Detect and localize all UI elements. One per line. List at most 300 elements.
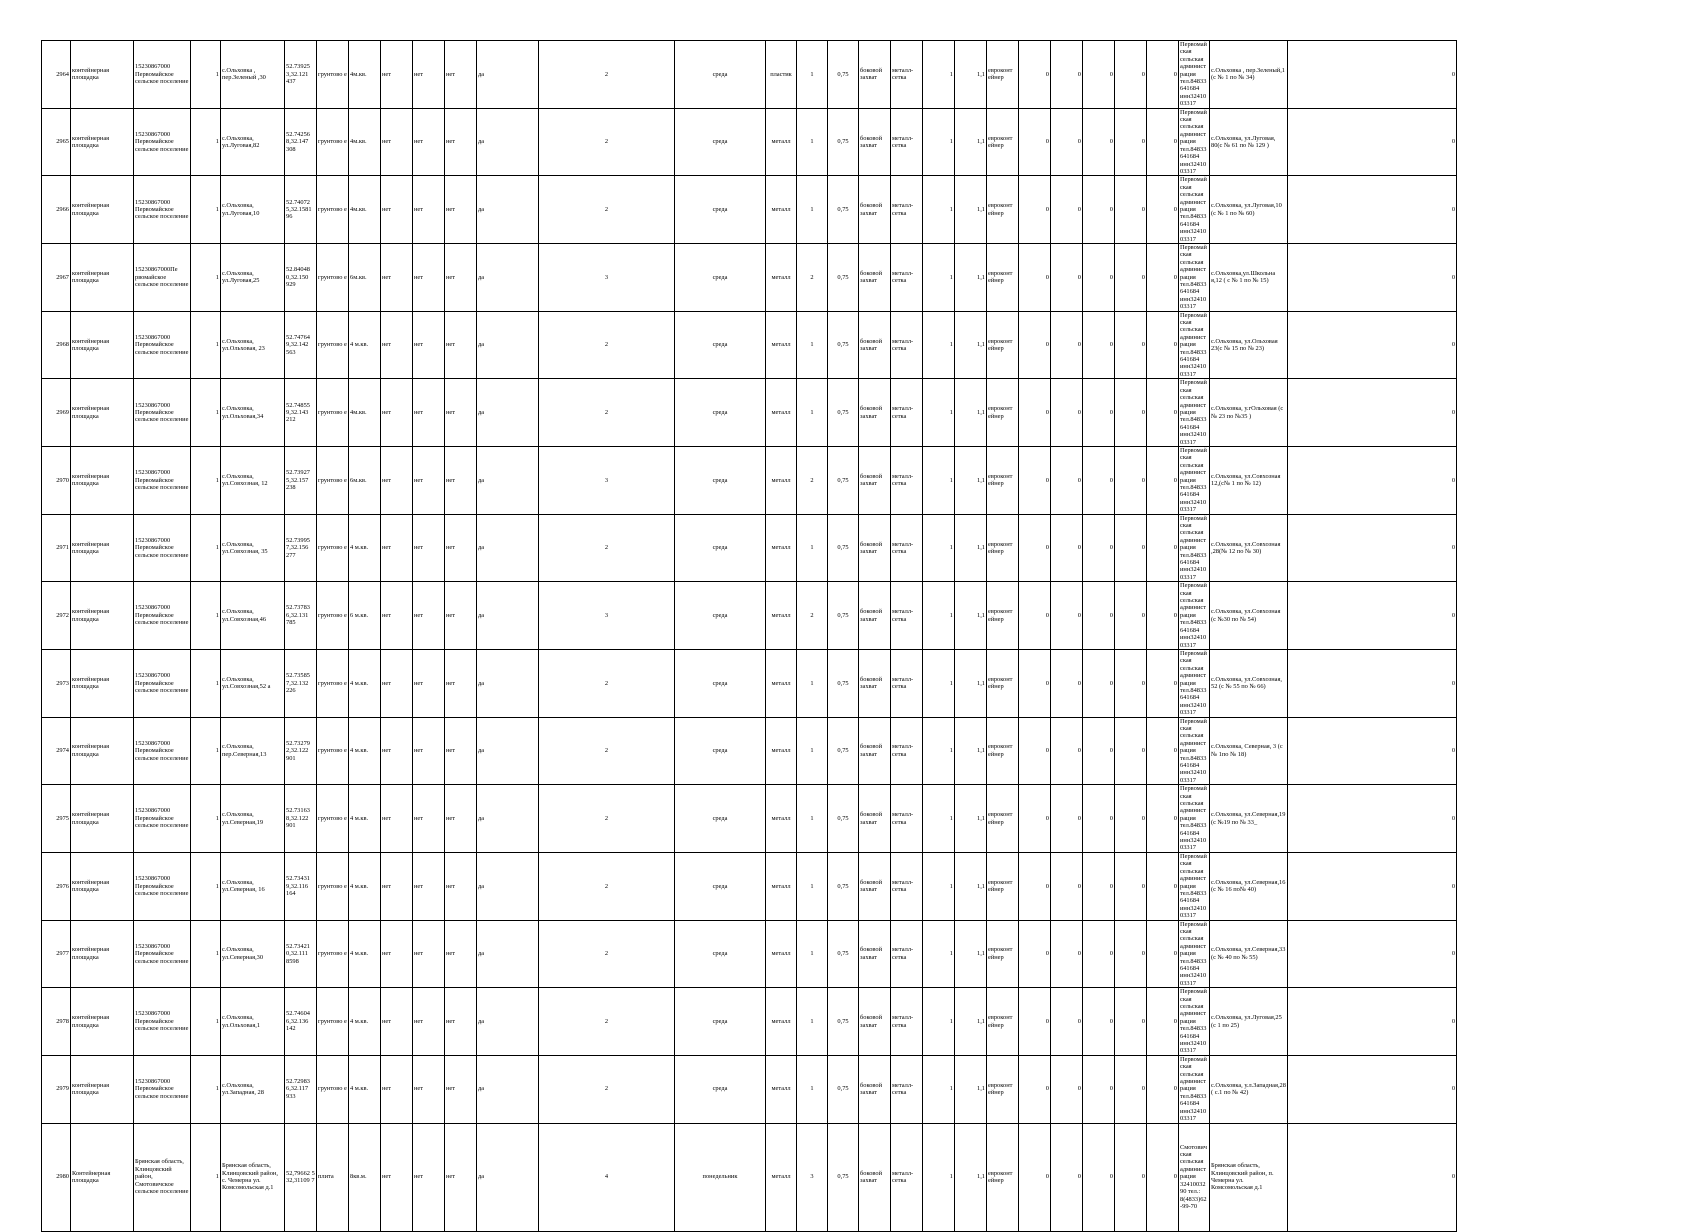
cell-src: с.Ольховка, ул.Луговая,10 (с № 1 по № 60) [1210, 176, 1288, 244]
cell-admin: Первомайская сельская администрация тел.84833641684 инн3241003317 [1179, 514, 1210, 582]
cell-addr: с.Ольховка, ул.Ольховая,34 [221, 379, 285, 447]
cell-z3: 0 [1083, 176, 1115, 244]
cell-n: 2975 [42, 785, 71, 853]
cell-addr: с.Ольховка, ул.Северная, 16 [221, 852, 285, 920]
cell-mat: металл [766, 717, 797, 785]
cell-area: 4м.кв. [349, 379, 381, 447]
cell-fence: металл-сетка [891, 988, 923, 1056]
cell-euro: евроконт ейнер [987, 920, 1019, 988]
cell-z5: 0 [1147, 717, 1179, 785]
cell-admin: Первомайская сельская администрация тел.84833641684 инн3241003317 [1179, 379, 1210, 447]
cell-coords: 52.73783 6,32.131 785 [285, 582, 317, 650]
cell-f2: 1,1 [955, 649, 987, 717]
cell-addr: с.Ольховка, ул.Западная, 28 [221, 1055, 285, 1123]
cell-pos: боковой захват [859, 108, 891, 176]
cell-surface: плита [317, 1123, 349, 1231]
cell-z1: 0 [1019, 379, 1051, 447]
cell-qty: 3 [797, 1123, 828, 1231]
cell-euro: евроконт ейнер [987, 379, 1019, 447]
cell-pos: боковой захват [859, 717, 891, 785]
cell-z2: 0 [1051, 1123, 1083, 1231]
cell-b: нет [413, 988, 445, 1056]
cell-fence: металл-сетка [891, 582, 923, 650]
cell-mat: металл [766, 920, 797, 988]
cell-src: с.Ольховка, у.л.Западная,28 ( с.1 по № 42) [1210, 1055, 1288, 1123]
cell-c: нет [445, 176, 477, 244]
cell-area: 4м.кв. [349, 108, 381, 176]
cell-coords: 52.73925 3,32.121 437 [285, 41, 317, 109]
cell-a: нет [381, 311, 413, 379]
cell-type: контейнерная площадка [71, 988, 134, 1056]
cell-vol: 0,75 [828, 311, 859, 379]
cell-n: 2965 [42, 108, 71, 176]
cell-env: среда [675, 920, 766, 988]
cell-org: 15230867000 Первомайское сельское поселение [134, 41, 191, 109]
cell-src: с.Ольховка, ул.Северная,33 (с № 40 по № 55) [1210, 920, 1288, 988]
cell-z1: 0 [1019, 717, 1051, 785]
cell-org: 15230867000 Первомайское сельское поселение [134, 176, 191, 244]
cell-z5: 0 [1147, 852, 1179, 920]
cell-c: нет [445, 41, 477, 109]
cell-vol: 0,75 [828, 1123, 859, 1231]
cell-f2: 1,1 [955, 1123, 987, 1231]
cell-euro: евроконт ейнер [987, 41, 1019, 109]
cell-mat: металл [766, 379, 797, 447]
cell-a: нет [381, 649, 413, 717]
cell-addr: с.Ольховка, ул.Совхозная, 12 [221, 446, 285, 514]
cell-f2: 1,1 [955, 311, 987, 379]
cell-a: нет [381, 1123, 413, 1231]
cell-f2: 1,1 [955, 1055, 987, 1123]
cell-env: среда [675, 649, 766, 717]
cell-z3: 0 [1083, 852, 1115, 920]
cell-surface: грунтово е [317, 1055, 349, 1123]
cell-env: среда [675, 446, 766, 514]
cell-one: 1 [191, 514, 221, 582]
cell-org: 15230867000 Первомайское сельское поселение [134, 852, 191, 920]
cell-c: нет [445, 243, 477, 311]
table-row [42, 176, 1457, 244]
cell-f1: 1 [923, 920, 955, 988]
table-row [42, 582, 1457, 650]
cell-src: с.Ольховка, Северная, 3 (с № 1по № 18) [1210, 717, 1288, 785]
cell-src: с.Ольховка , пер.Зеленый,1 (с № 1 по № 34) [1210, 41, 1288, 109]
table-row [42, 514, 1457, 582]
cell-pos: боковой захват [859, 785, 891, 853]
cell-c: нет [445, 446, 477, 514]
cell-z3: 0 [1083, 379, 1115, 447]
cell-env: среда [675, 717, 766, 785]
cell-mat: металл [766, 176, 797, 244]
cell-src: с.Ольховка, ул.Совхозная ,28(№ 12 по № 30) [1210, 514, 1288, 582]
cell-fence: металл-сетка [891, 1055, 923, 1123]
cell-f1: 1 [923, 41, 955, 109]
cell-d: да [477, 379, 539, 447]
cell-type: контейнерная площадка [71, 920, 134, 988]
cell-surface: грунтово е [317, 514, 349, 582]
cell-z3: 0 [1083, 446, 1115, 514]
cell-f2: 1,1 [955, 920, 987, 988]
cell-z2: 0 [1051, 108, 1083, 176]
cell-z4: 0 [1115, 41, 1147, 109]
cell-z1: 0 [1019, 988, 1051, 1056]
cell-coords: 52,79662 5 32,31109 7 [285, 1123, 317, 1231]
table-row [42, 243, 1457, 311]
cell-vol: 0,75 [828, 108, 859, 176]
cell-cnt: 4 [539, 1123, 675, 1231]
cell-mat: металл [766, 1123, 797, 1231]
cell-vol: 0,75 [828, 176, 859, 244]
cell-z5: 0 [1147, 243, 1179, 311]
cell-b: нет [413, 852, 445, 920]
cell-last: 0 [1288, 649, 1457, 717]
cell-fence: металл-сетка [891, 446, 923, 514]
cell-z2: 0 [1051, 446, 1083, 514]
cell-addr: с.Ольховка, ул.Луговая,10 [221, 176, 285, 244]
cell-admin: Первомайская сельская администрация тел.84833641684 инн3241003317 [1179, 649, 1210, 717]
cell-f2: 1,1 [955, 852, 987, 920]
cell-vol: 0,75 [828, 649, 859, 717]
cell-z1: 0 [1019, 1123, 1051, 1231]
cell-mat: металл [766, 108, 797, 176]
cell-pos: боковой захват [859, 446, 891, 514]
cell-z5: 0 [1147, 41, 1179, 109]
cell-qty: 1 [797, 176, 828, 244]
cell-qty: 2 [797, 446, 828, 514]
cell-surface: грунтово е [317, 988, 349, 1056]
cell-c: нет [445, 311, 477, 379]
cell-c: нет [445, 785, 477, 853]
table-row [42, 988, 1457, 1056]
cell-one: 1 [191, 446, 221, 514]
cell-admin: Смотовичская сельская администрация 3241003290 тел.: 8(4833)62-99-70 [1179, 1123, 1210, 1231]
cell-f2: 1,1 [955, 108, 987, 176]
cell-org: 15230867000 Первомайское сельское поселение [134, 785, 191, 853]
cell-z1: 0 [1019, 649, 1051, 717]
cell-d: да [477, 717, 539, 785]
cell-cnt: 2 [539, 514, 675, 582]
cell-z3: 0 [1083, 311, 1115, 379]
cell-n: 2974 [42, 717, 71, 785]
cell-n: 2976 [42, 852, 71, 920]
cell-d: да [477, 582, 539, 650]
cell-z5: 0 [1147, 176, 1179, 244]
cell-z4: 0 [1115, 1055, 1147, 1123]
cell-env: среда [675, 582, 766, 650]
cell-surface: грунтово е [317, 379, 349, 447]
cell-c: нет [445, 108, 477, 176]
cell-qty: 1 [797, 852, 828, 920]
cell-admin: Первомайская сельская администрация тел.84833641684 инн3241003317 [1179, 311, 1210, 379]
cell-last: 0 [1288, 582, 1457, 650]
cell-cnt: 2 [539, 785, 675, 853]
cell-surface: грунтово е [317, 108, 349, 176]
cell-org: 15230867000 Первомайское сельское поселение [134, 311, 191, 379]
cell-z3: 0 [1083, 785, 1115, 853]
cell-addr: с.Ольховка, ул.Ольховая, 23 [221, 311, 285, 379]
cell-last: 0 [1288, 311, 1457, 379]
cell-cnt: 2 [539, 176, 675, 244]
cell-cnt: 2 [539, 717, 675, 785]
cell-admin: Первомайская сельская администрация тел.84833641684 инн3241003317 [1179, 852, 1210, 920]
cell-b: нет [413, 446, 445, 514]
cell-euro: евроконт ейнер [987, 514, 1019, 582]
cell-coords: 52.74855 9,32.143 212 [285, 379, 317, 447]
cell-z5: 0 [1147, 379, 1179, 447]
cell-last: 0 [1288, 717, 1457, 785]
cell-f2: 1,1 [955, 717, 987, 785]
table-row [42, 717, 1457, 785]
cell-last: 0 [1288, 1123, 1457, 1231]
cell-env: среда [675, 176, 766, 244]
cell-coords: 52.74764 9,32.142 563 [285, 311, 317, 379]
cell-fence: металл-сетка [891, 514, 923, 582]
cell-z1: 0 [1019, 514, 1051, 582]
cell-type: контейнерная площадка [71, 1055, 134, 1123]
cell-addr: с.Ольховка , пер.Зеленый ,30 [221, 41, 285, 109]
cell-euro: евроконт ейнер [987, 1055, 1019, 1123]
cell-pos: боковой захват [859, 649, 891, 717]
cell-b: нет [413, 176, 445, 244]
cell-area: 4 м.кв. [349, 920, 381, 988]
cell-c: нет [445, 1055, 477, 1123]
cell-fence: металл-сетка [891, 717, 923, 785]
cell-mat: металл [766, 582, 797, 650]
cell-z5: 0 [1147, 108, 1179, 176]
cell-env: понедельник [675, 1123, 766, 1231]
cell-cnt: 3 [539, 582, 675, 650]
cell-f1: 1 [923, 311, 955, 379]
cell-surface: грунтово е [317, 41, 349, 109]
table-row [42, 852, 1457, 920]
cell-euro: евроконт ейнер [987, 176, 1019, 244]
cell-one: 1 [191, 649, 221, 717]
cell-z1: 0 [1019, 243, 1051, 311]
cell-coords: 52.73279 2,32.122 901 [285, 717, 317, 785]
cell-type: контейнерная площадка [71, 717, 134, 785]
cell-a: нет [381, 785, 413, 853]
cell-vol: 0,75 [828, 785, 859, 853]
cell-a: нет [381, 717, 413, 785]
cell-env: среда [675, 988, 766, 1056]
cell-pos: боковой захват [859, 920, 891, 988]
cell-z3: 0 [1083, 582, 1115, 650]
cell-cnt: 3 [539, 243, 675, 311]
cell-z5: 0 [1147, 920, 1179, 988]
cell-z2: 0 [1051, 785, 1083, 853]
table-row [42, 920, 1457, 988]
cell-pos: боковой захват [859, 311, 891, 379]
cell-type: контейнерная площадка [71, 514, 134, 582]
cell-qty: 1 [797, 514, 828, 582]
cell-area: 4 м.кв. [349, 717, 381, 785]
cell-vol: 0,75 [828, 852, 859, 920]
cell-env: среда [675, 785, 766, 853]
cell-z2: 0 [1051, 514, 1083, 582]
cell-src: с.Ольховка, ул.Луговая, 80(с № 61 по № 129 ) [1210, 108, 1288, 176]
cell-f1: 1 [923, 717, 955, 785]
cell-z4: 0 [1115, 717, 1147, 785]
cell-one: 1 [191, 108, 221, 176]
cell-addr: Брянская область, Клинцовский район, с. Чемерна ул. Комсомольская д.1 [221, 1123, 285, 1231]
cell-fence: металл-сетка [891, 920, 923, 988]
cell-surface: грунтово е [317, 649, 349, 717]
cell-admin: Первомайская сельская администрация тел.84833641684 инн3241003317 [1179, 785, 1210, 853]
cell-f1: 1 [923, 379, 955, 447]
cell-vol: 0,75 [828, 582, 859, 650]
cell-fence: металл-сетка [891, 649, 923, 717]
cell-coords: 52.72983 6,32.117 933 [285, 1055, 317, 1123]
cell-surface: грунтово е [317, 920, 349, 988]
cell-n: 2964 [42, 41, 71, 109]
cell-z1: 0 [1019, 108, 1051, 176]
cell-z4: 0 [1115, 379, 1147, 447]
cell-a: нет [381, 379, 413, 447]
table-row [42, 41, 1457, 109]
cell-type: Контейнерная площадка [71, 1123, 134, 1231]
cell-vol: 0,75 [828, 41, 859, 109]
cell-z1: 0 [1019, 785, 1051, 853]
cell-fence: металл-сетка [891, 379, 923, 447]
cell-last: 0 [1288, 988, 1457, 1056]
cell-pos: боковой захват [859, 243, 891, 311]
cell-env: среда [675, 379, 766, 447]
cell-last: 0 [1288, 108, 1457, 176]
cell-b: нет [413, 1123, 445, 1231]
cell-z3: 0 [1083, 243, 1115, 311]
cell-area: 4 м.кв. [349, 785, 381, 853]
cell-vol: 0,75 [828, 1055, 859, 1123]
cell-d: да [477, 41, 539, 109]
cell-type: контейнерная площадка [71, 852, 134, 920]
cell-org: 15230867000 Первомайское сельское поселение [134, 108, 191, 176]
cell-euro: евроконт ейнер [987, 311, 1019, 379]
cell-env: среда [675, 243, 766, 311]
cell-d: да [477, 649, 539, 717]
cell-euro: евроконт ейнер [987, 243, 1019, 311]
cell-env: среда [675, 514, 766, 582]
cell-n: 2979 [42, 1055, 71, 1123]
cell-surface: грунтово е [317, 717, 349, 785]
cell-f1: 1 [923, 243, 955, 311]
cell-addr: с.Ольховка, ул.Северная,19 [221, 785, 285, 853]
cell-d: да [477, 988, 539, 1056]
cell-b: нет [413, 1055, 445, 1123]
cell-last: 0 [1288, 920, 1457, 988]
cell-z2: 0 [1051, 311, 1083, 379]
cell-f1: 1 [923, 514, 955, 582]
cell-n: 2977 [42, 920, 71, 988]
cell-org: 15230867000 Первомайское сельское поселение [134, 920, 191, 988]
cell-f1: 1 [923, 649, 955, 717]
cell-admin: Первомайская сельская администрация тел.84833641684 инн3241003317 [1179, 176, 1210, 244]
cell-mat: металл [766, 243, 797, 311]
cell-one: 1 [191, 582, 221, 650]
cell-euro: евроконт ейнер [987, 108, 1019, 176]
cell-a: нет [381, 920, 413, 988]
cell-addr: с.Ольховка, ул.Совхозная,46 [221, 582, 285, 650]
cell-coords: 52.73431 9,32.116 164 [285, 852, 317, 920]
cell-z5: 0 [1147, 785, 1179, 853]
cell-admin: Первомайская сельская администрация тел.84833641684 инн3241003317 [1179, 446, 1210, 514]
cell-d: да [477, 108, 539, 176]
cell-z1: 0 [1019, 920, 1051, 988]
cell-one: 1 [191, 785, 221, 853]
cell-z1: 0 [1019, 1055, 1051, 1123]
cell-n: 2967 [42, 243, 71, 311]
cell-src: с.Ольховка, ул.Совхозная (с №30 по № 54) [1210, 582, 1288, 650]
cell-c: нет [445, 717, 477, 785]
cell-f2: 1,1 [955, 988, 987, 1056]
cell-src: с.Ольховка, ул.Ольховая 23(с № 15 по № 23) [1210, 311, 1288, 379]
cell-area: 4 м.кв. [349, 852, 381, 920]
cell-addr: с.Ольховка, ул.Ольховая,1 [221, 988, 285, 1056]
cell-qty: 1 [797, 785, 828, 853]
cell-cnt: 2 [539, 108, 675, 176]
cell-d: да [477, 920, 539, 988]
cell-euro: евроконт ейнер [987, 582, 1019, 650]
cell-src: с.Ольховка, ул.Совхозная, 52 (с № 55 по № 66) [1210, 649, 1288, 717]
cell-z1: 0 [1019, 176, 1051, 244]
cell-area: 4м.кв. [349, 41, 381, 109]
cell-euro: евроконт ейнер [987, 649, 1019, 717]
cell-area: 4 м.кв. [349, 311, 381, 379]
cell-n: 2978 [42, 988, 71, 1056]
cell-b: нет [413, 785, 445, 853]
cell-d: да [477, 852, 539, 920]
cell-addr: с.Ольховка, ул.Луговая,25 [221, 243, 285, 311]
cell-surface: грунтово е [317, 311, 349, 379]
cell-qty: 2 [797, 582, 828, 650]
cell-n: 2970 [42, 446, 71, 514]
cell-cnt: 2 [539, 41, 675, 109]
cell-admin: Первомайская сельская администрация тел.84833641684 инн3241003317 [1179, 243, 1210, 311]
cell-qty: 1 [797, 920, 828, 988]
cell-fence: металл-сетка [891, 41, 923, 109]
cell-type: контейнерная площадка [71, 446, 134, 514]
cell-c: нет [445, 852, 477, 920]
cell-z2: 0 [1051, 717, 1083, 785]
cell-z4: 0 [1115, 988, 1147, 1056]
cell-z1: 0 [1019, 446, 1051, 514]
cell-z1: 0 [1019, 41, 1051, 109]
cell-z5: 0 [1147, 649, 1179, 717]
cell-n: 2972 [42, 582, 71, 650]
cell-z1: 0 [1019, 311, 1051, 379]
cell-qty: 1 [797, 649, 828, 717]
cell-z2: 0 [1051, 176, 1083, 244]
cell-z4: 0 [1115, 311, 1147, 379]
cell-z4: 0 [1115, 852, 1147, 920]
cell-d: да [477, 1055, 539, 1123]
cell-z3: 0 [1083, 920, 1115, 988]
cell-f2: 1,1 [955, 514, 987, 582]
cell-z3: 0 [1083, 1123, 1115, 1231]
cell-z4: 0 [1115, 1123, 1147, 1231]
cell-f2: 1,1 [955, 785, 987, 853]
cell-admin: Первомайская сельская администрация тел.84833641684 инн3241003317 [1179, 582, 1210, 650]
cell-src: с.Ольховка, ул.Северная,19 (с №19 по № 33_ [1210, 785, 1288, 853]
cell-z4: 0 [1115, 514, 1147, 582]
cell-env: среда [675, 852, 766, 920]
cell-mat: пластик [766, 41, 797, 109]
cell-f2: 1,1 [955, 582, 987, 650]
cell-one: 1 [191, 920, 221, 988]
cell-z5: 0 [1147, 1055, 1179, 1123]
cell-b: нет [413, 582, 445, 650]
cell-z5: 0 [1147, 1123, 1179, 1231]
cell-one: 1 [191, 379, 221, 447]
